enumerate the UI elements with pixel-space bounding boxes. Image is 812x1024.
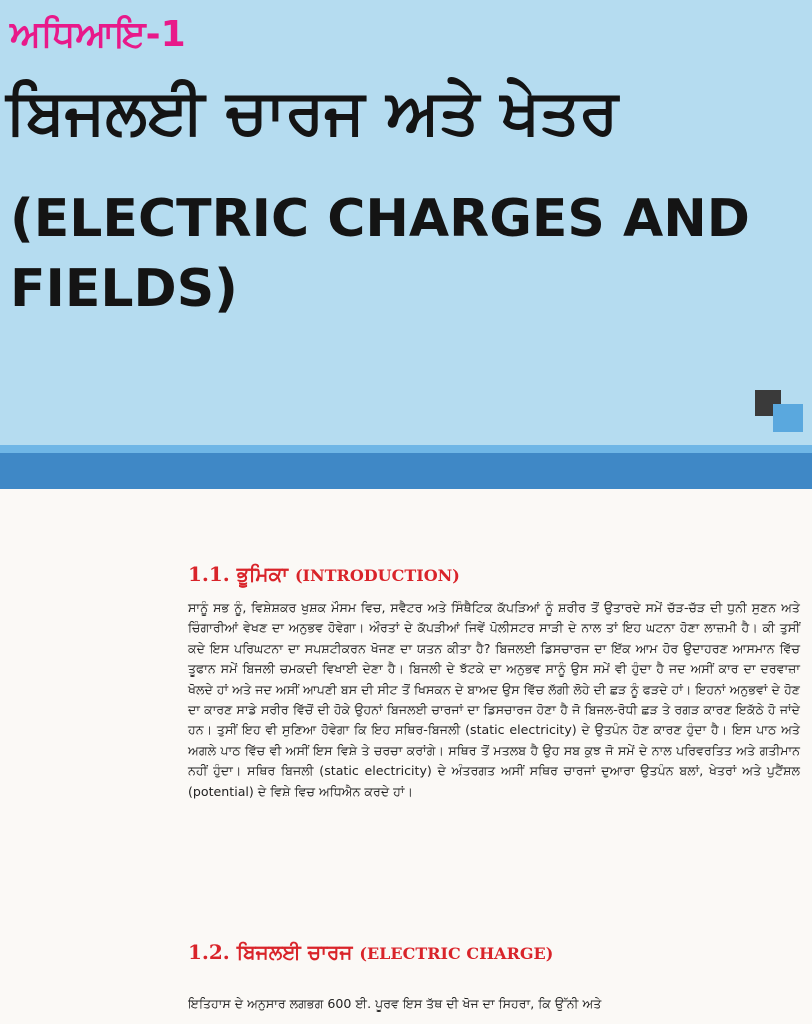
decorative-square-blue — [773, 404, 803, 432]
section-number: 1.2. — [188, 940, 230, 964]
section-heading-electric-charge — [188, 940, 553, 964]
section-heading-introduction — [188, 562, 460, 586]
chapter-header — [0, 0, 812, 445]
section-title-punjabi: ਬਿਜਲਈ ਚਾਰਜ — [236, 940, 353, 964]
section-title-english: (INTRODUCTION) — [294, 566, 460, 585]
chapter-title-english: (ELECTRIC CHARGES AND FIELDS) — [10, 189, 750, 320]
chapter-label: ਅਧਿਆਇ-1 — [10, 14, 186, 55]
introduction-paragraph: ਸਾਨੂੰ ਸਭ ਨੂੰ, ਵਿਸ਼ੇਸ਼ਕਰ ਖੁਸ਼ਕ ਮੌਸਮ ਵਿਚ, ਸਵੈਟਰ ਅਤੇ ਸਿੰਥੈਟਿਕ ਕੱਪੜਿਆਂ ਨੂੰ ਸ਼ਰੀਰ ਤੋਂ ਉਤਾਰਦੇ ਸਮੇਂ ਚੱੜ-ਚੱੜ ਦੀ ਧੁਨੀ ਸੁਣਨ ਅਤੇ ਚਿੰਗਾਰੀਆਂ ਵੇਖਣ ਦਾ ਅਨੁਭਵ ਹੋਵੇਗਾ। ਔਰਤਾਂ ਦੇ ਕੱਪੜੀਆਂ ਜਿਵੇਂ ਪੋਲੀਸਟਰ ਸਾੜੀ ਦੇ ਨਾਲ ਤਾਂ ਇਹ ਘਟਨਾ ਹੋਣਾ ਲਾਜ਼ਮੀ ਹੈ। ਕੀ ਤੁਸੀਂ ਕਦੇ ਇਸ ਪਰਿਘਟਨਾ ਦਾ ਸਪਸ਼ਟੀਕਰਨ ਖੋਜਣ ਦਾ ਯਤਨ ਕੀਤਾ ਹੈ? ਬਿਜਲਈ ਡਿਸਚਾਰਜ ਦਾ ਇੱਕ ਆਮ ਹੋਰ ਉਦਾਹਰਣ ਆਸਮਾਨ ਵਿੱਚ ਤੂਫਾਨ ਸਮੇਂ ਬਿਜਲੀ ਚਮਕਦੀ ਵਿਖਾਈ ਦੇਣਾ ਹੈ। ਬਿਜਲੀ ਦੇ ਝੱਟਕੇ ਦਾ ਅਨੁਭਵ ਸਾਨੂੰ ਉਸ ਸਮੇਂ ਵੀ ਹੁੰਦਾ ਹੈ ਜਦ ਅਸੀਂ ਕਾਰ ਦਾ ਦਰਵਾਜ਼ਾ ਖੋਲਦੇ ਹਾਂ ਅਤੇ ਜਦ ਅਸੀਂ ਆਪਣੀ ਬਸ ਦੀ ਸੀਟ ਤੋਂ ਖਿਸਕਨ ਦੇ ਬਾਅਦ ਉਸ ਵਿੱਚ ਲੱਗੀ ਲੋਹੇ ਦੀ ਛੜ ਨੂੰ ਫੜਦੇ ਹਾਂ। ਇਹਨਾਂ ਅਨੁਭਵਾਂ ਦੇ ਹੋਣ ਦਾ ਕਾਰਣ ਸਾਡੇ ਸਰੀਰ ਵਿੱਚੋਂ ਦੀ ਹੋਕੇ ਉਹਨਾਂ ਬਿਜਲਈ ਚਾਰਜਾਂ ਦਾ ਡਿਸਚਾਰਜ ਹੋਣਾ ਹੈ ਜੋ ਬਿਜਲ-ਰੋਧੀ ਛੜ ਤੇ ਰਗੜ ਕਾਰਣ ਇਕੱਠੇ ਹੋ ਜਾਂਦੇ ਹਨ। ਤੁਸੀਂ ਇਹ ਵੀ ਸੁਣਿਆ ਹੋਵੇਗਾ ਕਿ ਇਹ ਸਥਿਰ-ਬਿਜਲੀ (static electricity) ਦੇ ਉਤਪੰਨ ਹੋਣ ਕਾਰਣ ਹੁੰਦਾ ਹੈ। ਇਸ ਪਾਠ ਅਤੇ ਅਗਲੇ ਪਾਠ ਵਿੱਚ ਵੀ ਅਸੀਂ ਇਸ ਵਿਸ਼ੇ ਤੇ ਚਰਚਾ ਕਰਾਂਗੇ। ਸਥਿਰ ਤੋਂ ਮਤਲਬ ਹੈ ਉਹ ਸਬ ਕੁਝ ਜੋ ਸਮੇਂ ਦੇ ਨਾਲ ਪਰਿਵਰਤਿਤ ਅਤੇ ਗਤੀਮਾਨ ਨਹੀਂ ਹੁੰਦਾ। ਸਥਿਰ ਬਿਜਲੀ (static electricity) ਦੇ ਅੰਤਰਗਤ ਅਸੀਂ ਸਥਿਰ ਚਾਰਜਾਂ ਦੁਆਰਾ ਉਤਪੰਨ ਬਲਾਂ, ਖੇਤਰਾਂ ਅਤੇ ਪੁਟੈਂਸ਼ਲ (potential) ਦੇ ਵਿਸ਼ੇ ਵਿਚ ਅਧਿਐਨ ਕਰਦੇ ਹਾਂ। — [188, 600, 800, 799]
chapter-title-punjabi: ਬਿਜਲਈ ਚਾਰਜ ਅਤੇ ਖੇਤਰ — [6, 75, 619, 148]
header-divider-thin — [0, 445, 812, 453]
header-divider-band — [0, 453, 812, 489]
section-title-punjabi: ਭੂਮਿਕਾ — [236, 562, 288, 586]
electric-charge-paragraph: ਇਤਿਹਾਸ ਦੇ ਅਨੁਸਾਰ ਲਗਭਗ 600 ਈ. ਪੂਰਵ ਇਸ ਤੱਥ ਦੀ ਖੋਜ ਦਾ ਸਿਹਰਾ, ਕਿ ਉੱਨੀ ਅਤੇ — [188, 996, 602, 1011]
section-number: 1.1. — [188, 562, 230, 586]
section-title-english: (ELECTRIC CHARGE) — [359, 944, 554, 963]
